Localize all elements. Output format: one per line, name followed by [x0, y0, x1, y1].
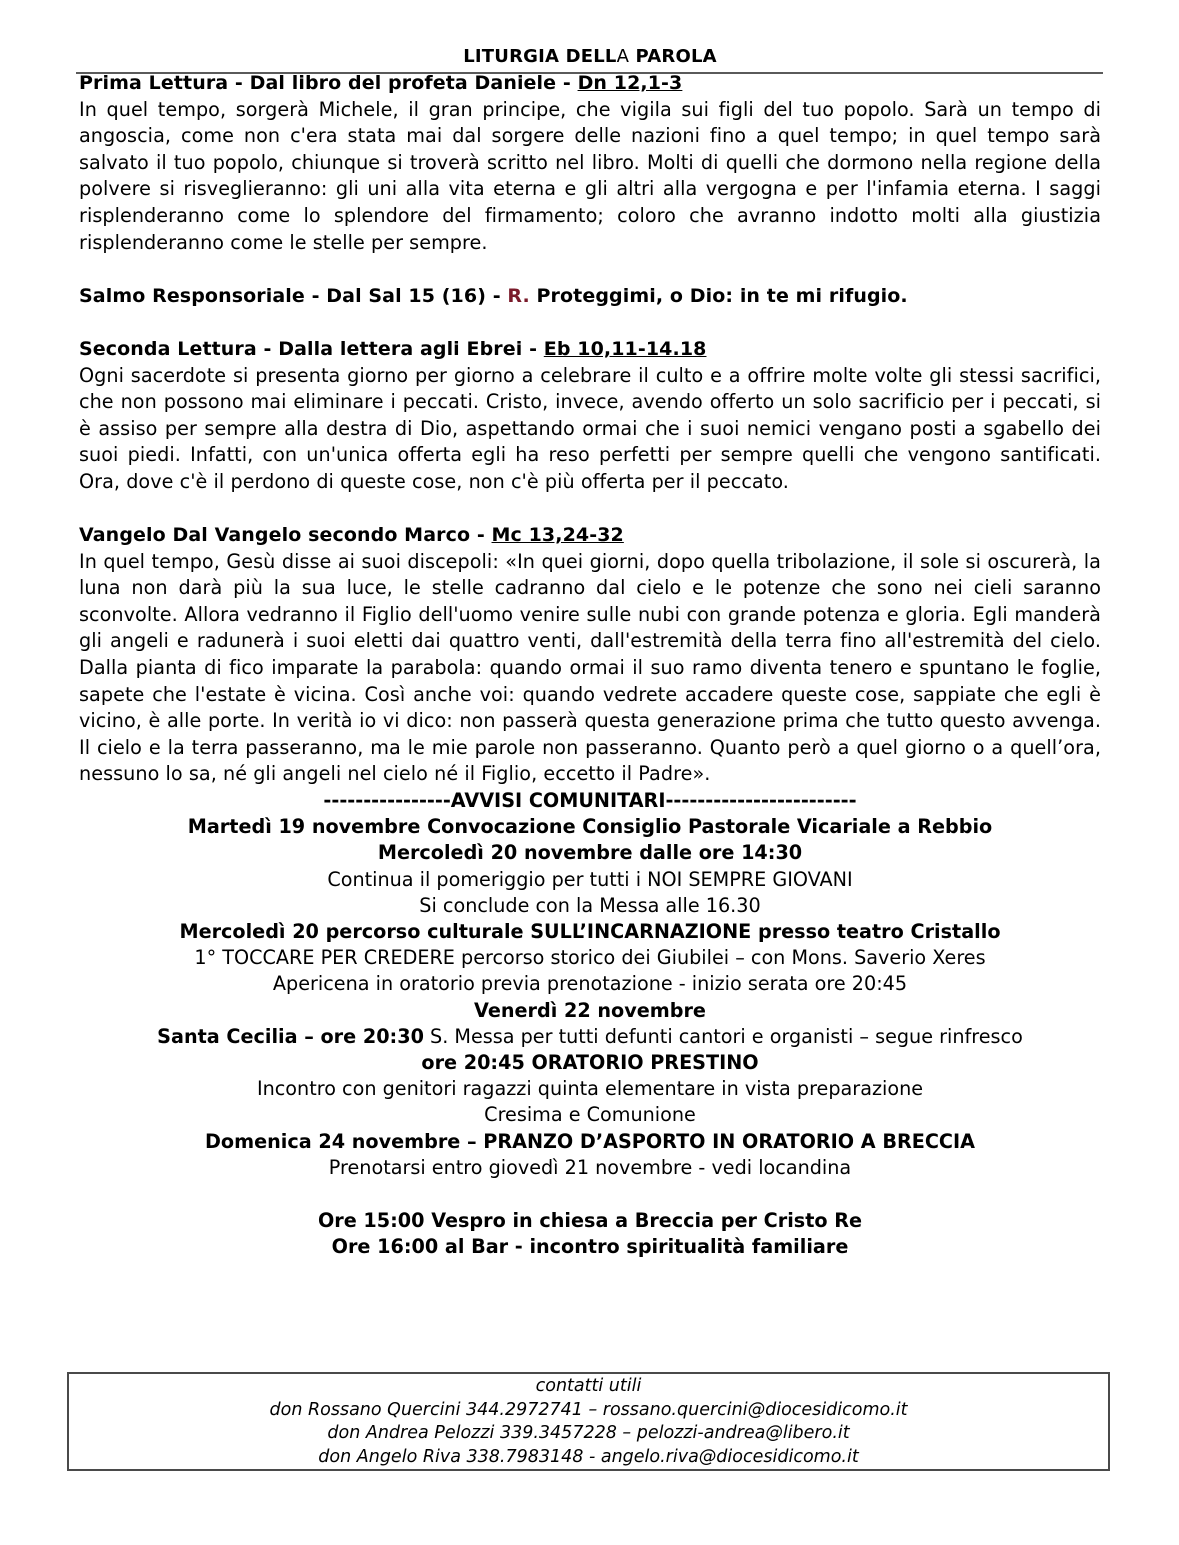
notice-martedi: Martedì 19 novembre Convocazione Consiglio Pastorale Vicariale a Rebbio	[187, 815, 993, 839]
heading-text: Salmo Responsoriale - Dal Sal 15 (16) -	[79, 284, 508, 307]
vangelo-heading	[79, 522, 1101, 549]
notice-domenica-title: Domenica 24 novembre – PRANZO D’ASPORTO IN ORATORIO A BRECCIA	[205, 1129, 975, 1153]
title-text-part: A	[616, 46, 630, 67]
contact-item: don Andrea Pelozzi 339.3457228 – pelozzi-andrea@libero.it	[327, 1423, 850, 1443]
notice-bold-text: Santa Cecilia – ore 20:30	[157, 1024, 424, 1048]
contact-item: don Angelo Riva 338.7983148 - angelo.riva@diocesidicomo.it	[318, 1446, 859, 1467]
scripture-reference: Dn 12,1-3	[577, 72, 683, 94]
notice-oratorio-title: ore 20:45 ORATORIO PRESTINO	[421, 1051, 759, 1075]
notice-venerdi-title: Venerdì 22 novembre	[474, 998, 706, 1022]
bulletin-page	[79, 44, 1101, 1260]
notice-percorso-line: 1° TOCCARE PER CREDERE percorso storico dei Giubilei – con Mons. Saverio Xeres	[194, 946, 986, 970]
notice-mercoledi-line: Si conclude con la Messa alle 16.30	[419, 893, 761, 917]
scripture-reference: Eb 10,11-14.18	[543, 337, 707, 360]
notice-oratorio-line: Incontro con genitori ragazzi quinta elementare in vista preparazione	[256, 1077, 924, 1101]
notice-percorso-line: Apericena in oratorio previa prenotazione - inizio serata ore 20:45	[272, 972, 908, 996]
heading-text: Prima Lettura - Dal libro del profeta Daniele -	[79, 72, 578, 94]
page-title	[79, 44, 1101, 70]
vangelo-section	[79, 522, 1101, 788]
avvisi-section	[79, 788, 1101, 1260]
title-divider	[76, 72, 1103, 74]
response-marker: R.	[507, 284, 530, 307]
notice-bar: Ore 16:00 al Bar - incontro spiritualità familiare	[331, 1234, 849, 1258]
title-text-part: PAROLA	[629, 46, 717, 67]
psalm-response: Proteggimi, o Dio: in te mi rifugio.	[529, 284, 908, 307]
contact-item: don Rossano Quercini 344.2972741 – rossano.quercini@diocesidicomo.it	[269, 1399, 908, 1420]
vangelo-text: In quel tempo, Gesù disse ai suoi discepoli: «In quei giorni, dopo quella tribolazione, il sole si oscurerà, la luna non darà più la sua luce, le stelle cadranno dal cielo e le potenze che sono nei cieli saranno sconvolte. Allora vedranno il Figlio dell'uomo venire sulle nubi con grande potenza e gloria. Egli manderà gli angeli e radunerà i suoi eletti dai quattro venti, dall'estremità della terra fino all'estremità del cielo. Dalla pianta di fico imparate la parabola: quando ormai il suo ramo diventa tenero e spuntano le foglie, sapete che l'estate è vicina. Così anche voi: quando vedrete accadere queste cose, sappiate che egli è vicino, è alle porte. In verità io vi dico: non passerà questa generazione prima che tutto questo avvenga. Il cielo e la terra passeranno, ma le mie parole non passeranno. Quanto però a quel giorno o a quell’ora, nessuno lo sa, né gli angeli nel cielo né il Figlio, eccetto il Padre».	[79, 549, 1101, 786]
prima-lettura-text: In quel tempo, sorgerà Michele, il gran principe, che vigila sui figli del tuo popolo. Sarà un tempo di angoscia, come non c'era stata mai dal sorgere delle nazioni fino a quel tempo; in quel tempo sarà salvato il tuo popolo, chiunque si troverà scritto nel libro. Molti di quelli che dormono nella regione della polvere si risveglieranno: gli uni alla vita eterna e gli altri alla vergogna e per l'infamia eterna. I saggi risplenderanno come lo splendore del firmamento; coloro che avranno indotto molti alla giustizia risplenderanno come le stelle per sempre.	[79, 97, 1101, 254]
prima-lettura-section	[79, 70, 1101, 256]
salmo-heading	[79, 283, 1101, 310]
notice-mercoledi-title: Mercoledì 20 novembre dalle ore 14:30	[377, 841, 803, 865]
title-text-part: LITURGIA DELL	[463, 46, 617, 67]
scripture-reference: Mc 13,24-32	[491, 524, 624, 547]
notice-mercoledi-line: Continua il pomeriggio per tutti i NOI SEMPRE GIOVANI	[327, 867, 853, 891]
notice-oratorio-line: Cresima e Comunione	[484, 1103, 696, 1127]
seconda-lettura-text: Ogni sacerdote si presenta giorno per giorno a celebrare il culto e a offrire molte volte gli stessi sacrifici, che non possono mai eliminare i peccati. Cristo, invece, avendo offerto un solo sacrificio per i peccati, si è assiso per sempre alla destra di Dio, aspettando ormai che i suoi nemici vengano posti a sgabello dei suoi piedi. Infatti, con un'unica offerta egli ha reso perfetti per sempre quelli che vengono santificati. Ora, dove c'è il perdono di queste cose, non c'è più offerta per il peccato.	[79, 363, 1101, 493]
contacts-title: contatti utili	[535, 1376, 642, 1396]
notice-text: S. Messa per tutti defunti cantori e organisti – segue rinfresco	[423, 1024, 1023, 1048]
spacer	[79, 1181, 1101, 1208]
notice-santa-cecilia	[79, 1024, 1101, 1050]
heading-text: Vangelo Dal Vangelo secondo Marco -	[79, 524, 492, 547]
avvisi-title: ----------------AVVISI COMUNITARI------------------------	[323, 789, 857, 813]
seconda-lettura-section	[79, 336, 1101, 496]
seconda-lettura-heading	[79, 336, 1101, 363]
spacer	[79, 309, 1101, 336]
notice-domenica-line: Prenotarsi entro giovedì 21 novembre - vedi locandina	[328, 1155, 852, 1179]
heading-text: Seconda Lettura - Dalla lettera agli Ebrei -	[79, 337, 544, 360]
notice-vespro: Ore 15:00 Vespro in chiesa a Breccia per Cristo Re	[317, 1208, 863, 1232]
contacts-box	[67, 1372, 1110, 1471]
spacer	[79, 496, 1101, 523]
salmo-section	[79, 283, 1101, 310]
spacer	[79, 256, 1101, 283]
notice-percorso-title: Mercoledì 20 percorso culturale SULL’INCARNAZIONE presso teatro Cristallo	[179, 920, 1001, 944]
